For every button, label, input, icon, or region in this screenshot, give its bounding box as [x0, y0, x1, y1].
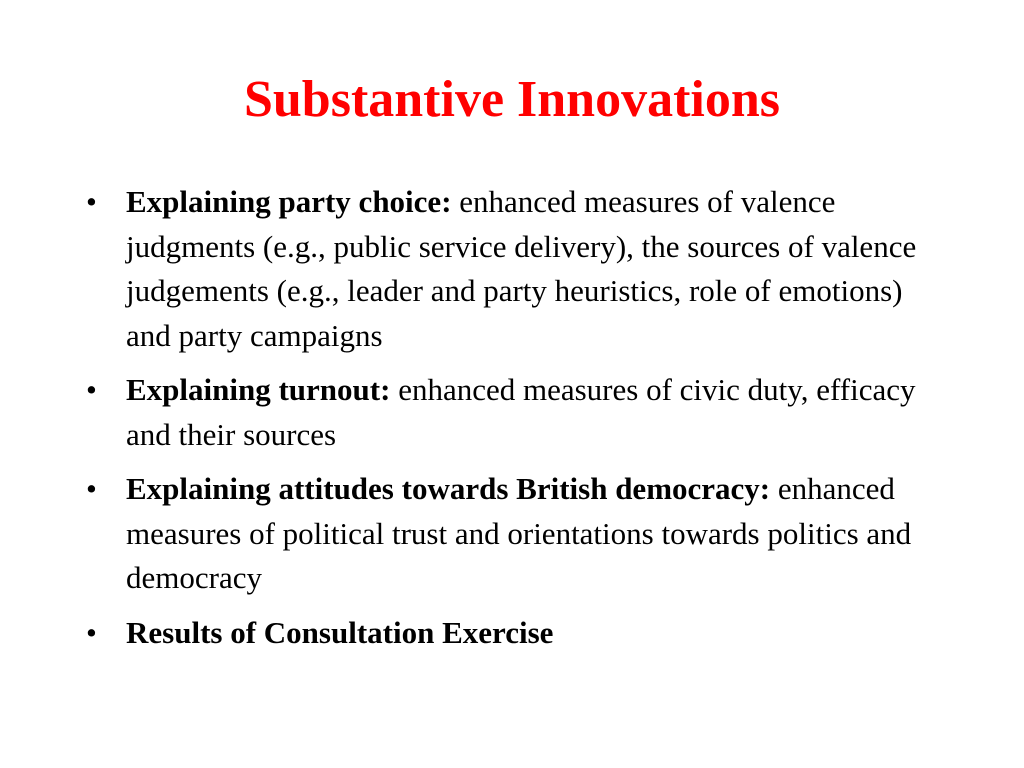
bullet-icon: • — [86, 372, 97, 407]
bullet-item-turnout — [82, 368, 922, 457]
bullet-heading: Explaining turnout: — [126, 372, 391, 407]
bullet-item-attitudes — [82, 467, 922, 601]
slide-title: Substantive Innovations — [243, 71, 781, 128]
bullet-text: enhanced measures of political trust and orientations towards politics and democracy — [126, 471, 912, 595]
bullet-item-consultation — [82, 611, 922, 656]
bullet-icon: • — [86, 614, 97, 650]
bullet-list — [82, 180, 922, 665]
bullet-icon: • — [86, 471, 97, 506]
bullet-heading: Results of Consultation Exercise — [126, 614, 554, 650]
bullet-item-party-choice — [82, 180, 922, 358]
bullet-icon: • — [86, 184, 97, 219]
bullet-text: enhanced measures of valence judgments (e.g., public service delivery), the sources of valence judgements (e.g., leader and party heuristics, role of emotions) and party campaigns — [126, 184, 917, 353]
bullet-heading: Explaining attitudes towards British democracy: — [126, 471, 771, 506]
bullet-text: enhanced measures of civic duty, efficacy and their sources — [126, 372, 916, 452]
bullet-heading: Explaining party choice: — [126, 184, 452, 219]
